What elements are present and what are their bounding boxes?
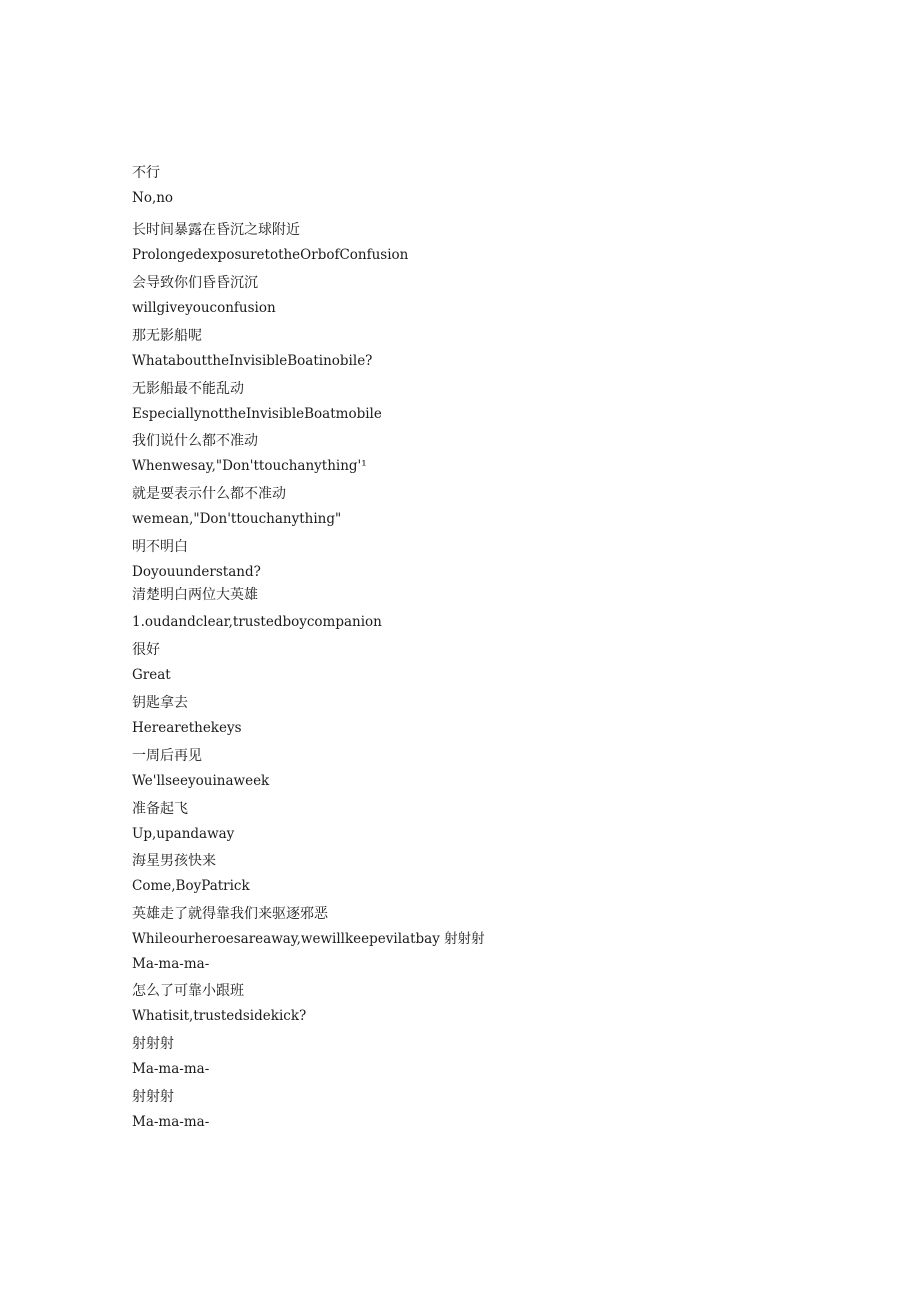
chinese-line: 我们说什么都不准动 [132,433,258,449]
chinese-line: 清楚明白两位大英雄 [132,587,258,603]
chinese-line: 明不明白 [132,539,188,555]
english-line: Up,upandaway [132,826,235,842]
chinese-line: 射射射 [132,1089,174,1105]
english-line: Ma-ma-ma- [132,1114,210,1130]
chinese-line: 长时间暴露在昏沉之球附近 [132,222,300,238]
chinese-line: 无影船最不能乱动 [132,381,244,397]
chinese-line: 英雄走了就得靠我们来驱逐邪恶 [132,906,328,922]
english-line: Doyouunderstand? [132,564,261,580]
english-line: willgiveyouconfusion [132,300,276,316]
english-line: Whenwesay,"Don'ttouchanything'¹ [132,458,367,474]
chinese-line: 很好 [132,642,160,658]
chinese-line: 怎么了可靠小跟班 [132,983,244,999]
chinese-line: 不行 [132,165,160,181]
english-line: wemean,"Don'ttouchanything" [132,511,342,527]
english-line: WhatabouttheInvisibleBoatinobile? [132,353,373,369]
chinese-line: 会导致你们昏昏沉沉 [132,275,258,291]
english-line: Herearethekeys [132,720,242,736]
chinese-line: 钥匙拿去 [132,695,188,711]
chinese-line: 一周后再见 [132,748,202,764]
english-line: ProlongedexposuretotheOrbofConfusion [132,247,409,263]
chinese-line: 海星男孩快来 [132,853,216,869]
english-line: 1.oudandclear,trustedboycompanion [132,614,382,630]
chinese-line: 准备起飞 [132,801,188,817]
english-line: No,no [132,190,174,206]
english-line: Great [132,667,171,683]
english-line: Ma-ma-ma- [132,956,210,972]
chinese-line: 就是要表示什么都不准动 [132,486,286,502]
english-line: Whileourheroesareaway,wewillkeepevilatbay 射射射 [132,931,485,947]
english-line: Ma-ma-ma- [132,1061,210,1077]
english-line: Come,BoyPatrick [132,878,250,894]
english-line: We'llseeyouinaweek [132,773,270,789]
chinese-line: 那无影船呢 [132,328,202,344]
chinese-line: 射射射 [132,1036,174,1052]
english-line: Whatisit,trustedsidekick? [132,1008,307,1024]
english-line: EspeciallynottheInvisibleBoatmobile [132,406,382,422]
